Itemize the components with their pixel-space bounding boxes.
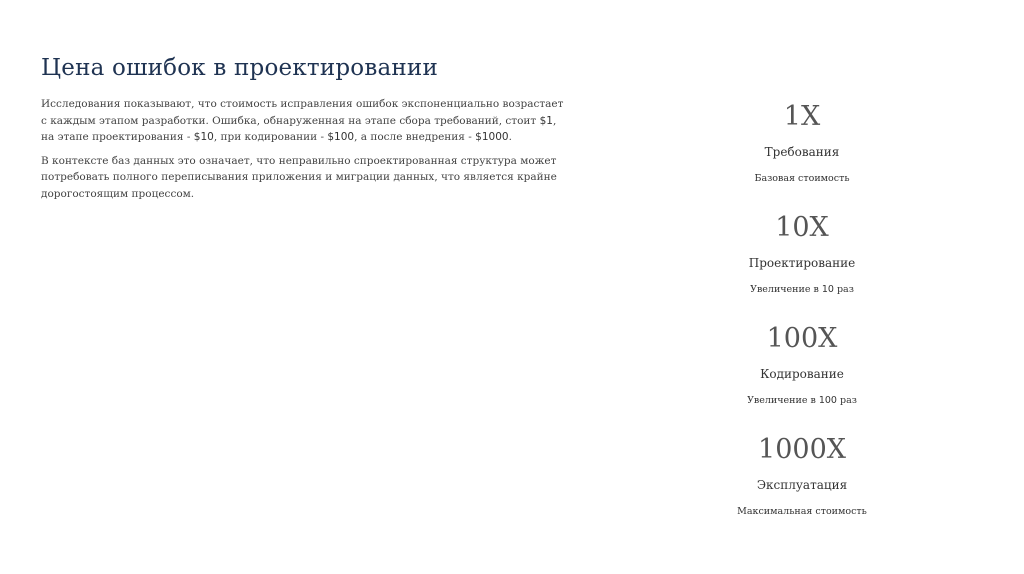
stage-multiplier: 1X bbox=[783, 101, 821, 132]
cost-value: $100 bbox=[327, 131, 355, 143]
stage-name: Требования bbox=[764, 145, 840, 159]
stage-note: Максимальная стоимость bbox=[737, 506, 867, 517]
paragraph-text: , а после внедрения - bbox=[354, 131, 476, 143]
page-title: Цена ошибок в проектировании bbox=[41, 55, 438, 82]
stage-multiplier: 10X bbox=[775, 212, 829, 243]
stage-design bbox=[702, 211, 902, 322]
cost-stages bbox=[702, 100, 902, 544]
stage-note-text: Увеличение в bbox=[747, 395, 819, 406]
stage-note-text: раз bbox=[836, 395, 857, 406]
stage-name: Эксплуатация bbox=[756, 478, 848, 492]
stage-note: Базовая стоимость bbox=[754, 173, 850, 184]
paragraph-database-context: В контексте баз данных это означает, что неправильно спроектированная структура может потребовать полного переписывания приложения и миграции данных, что является крайне дорогостоящим процессом. bbox=[41, 154, 557, 200]
stage-multiplier: 1000X bbox=[758, 434, 846, 465]
cost-value: $10 bbox=[193, 131, 214, 143]
cost-value: $1000 bbox=[475, 131, 509, 143]
stage-note-value: 10 bbox=[821, 284, 834, 295]
paragraph-text: , на этапе проектирования - bbox=[41, 114, 557, 143]
paragraph-text: , при кодировании - bbox=[213, 131, 328, 143]
stage-coding bbox=[702, 322, 902, 433]
paragraph-cost-growth bbox=[41, 96, 571, 146]
paragraph-text: Исследования показывают, что стоимость исправления ошибок экспоненциально возрастает с каждым этапом разработки. Ошибка, обнаруженная на этапе сбора требований, стоит bbox=[41, 98, 564, 127]
stage-note-text: раз bbox=[833, 284, 854, 295]
stage-multiplier: 100X bbox=[766, 323, 838, 354]
stage-note bbox=[702, 394, 902, 407]
stage-name: Кодирование bbox=[760, 367, 844, 381]
body-text bbox=[41, 96, 571, 209]
stage-name: Проектирование bbox=[748, 256, 856, 270]
stage-requirements bbox=[702, 100, 902, 211]
stage-note-text: Увеличение в bbox=[750, 284, 822, 295]
paragraph-text: . bbox=[508, 131, 512, 143]
stage-note bbox=[702, 283, 902, 296]
cost-value: $1 bbox=[539, 114, 553, 127]
stage-operation bbox=[702, 433, 902, 544]
stage-note-value: 100 bbox=[818, 395, 837, 406]
